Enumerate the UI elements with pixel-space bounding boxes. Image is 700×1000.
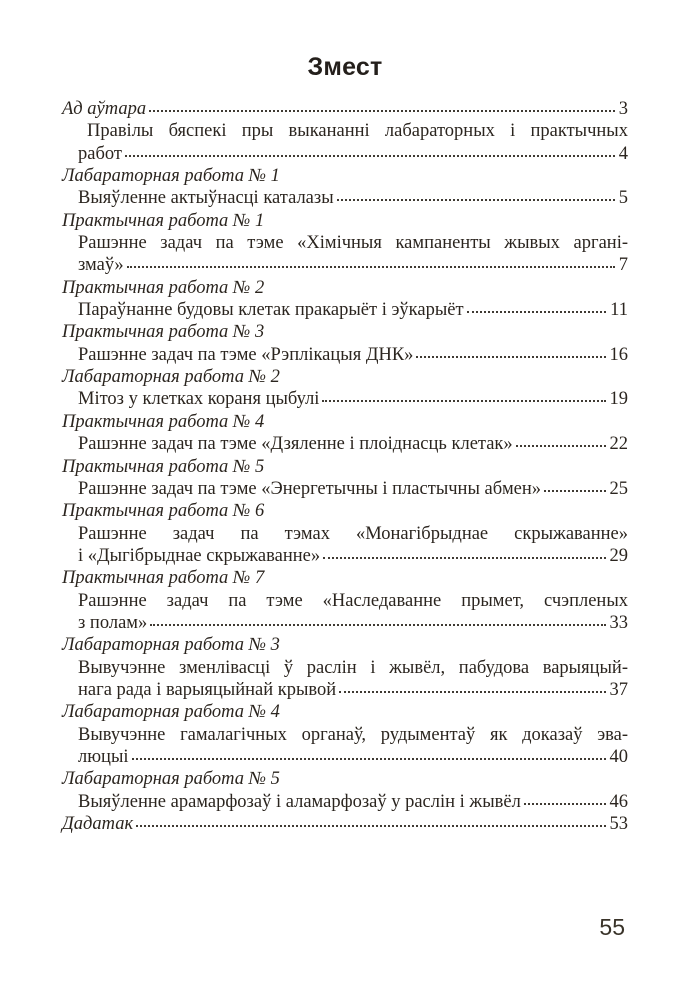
toc-line	[62, 433, 628, 455]
dot-leader	[544, 490, 605, 492]
dot-leader	[323, 557, 605, 559]
toc-heading-text: Практычная работа № 5	[62, 456, 265, 477]
dot-leader	[339, 691, 605, 693]
toc-entry-text: Выяўленне актыўнасці каталазы	[78, 188, 334, 209]
toc-line	[62, 254, 628, 276]
toc-entry-text: работ	[78, 143, 122, 164]
toc-line	[62, 657, 628, 679]
dot-leader	[132, 758, 606, 760]
toc-line	[62, 478, 628, 500]
toc-entry-text: з полам»	[78, 612, 148, 633]
dot-leader	[149, 110, 615, 112]
toc-heading-text: Лабараторная работа № 2	[62, 367, 280, 388]
toc-work-heading	[62, 165, 628, 187]
toc-line	[62, 120, 628, 142]
toc-entry-text: Мітоз у клетках кораня цыбулі	[78, 389, 320, 410]
dot-leader	[416, 356, 605, 358]
dot-leader	[524, 803, 606, 805]
toc-entry-text: Рашэнне задач па тэме «Энергетычны і пластычны абмен»	[78, 478, 542, 499]
toc-line	[62, 344, 628, 366]
toc-work-heading	[62, 768, 628, 790]
toc-entry-text: Рашэнне задач па тэме «Наследаванне прымет, счэпленых	[78, 590, 628, 611]
toc-line	[62, 232, 628, 254]
toc-heading-text: Практычная работа № 2	[62, 277, 265, 298]
toc-page-number: 4	[618, 143, 628, 164]
toc-entry-text: змаў»	[78, 255, 124, 276]
dot-leader	[467, 311, 607, 313]
toc-page-number: 16	[609, 344, 628, 365]
toc-work-heading	[62, 411, 628, 433]
toc-heading-text: Практычная работа № 1	[62, 210, 265, 231]
toc-entry-text: Дадатак	[62, 814, 134, 834]
toc-entry-text: і «Дыгібрыднае скрыжаванне»	[78, 545, 321, 566]
toc-line	[62, 746, 628, 768]
toc-heading-text: Лабараторная работа № 3	[62, 635, 280, 656]
toc-entry-text: Вывучэнне гамалагічных органаў, рудыментаў як доказаў эва-	[78, 724, 628, 745]
toc-work-heading	[62, 634, 628, 656]
toc-work-heading	[62, 567, 628, 589]
toc-line	[62, 187, 628, 209]
dot-leader	[150, 624, 605, 626]
toc-entry-text: Параўнанне будовы клетак пракарыёт і эўкарыёт	[78, 300, 464, 321]
dot-leader	[127, 266, 615, 268]
toc-entry-text: Вывучэнне зменлівасці ў раслін і жывёл, пабудова варыяцый-	[78, 657, 628, 678]
toc-page-number: 40	[609, 746, 628, 767]
toc-heading-text: Лабараторная работа № 1	[62, 166, 280, 187]
toc-line	[62, 299, 628, 321]
toc-page-number: 5	[618, 188, 628, 209]
toc-page-number: 33	[609, 612, 628, 633]
contents-title: Змест	[307, 53, 383, 81]
toc-page-number: 46	[609, 791, 628, 812]
toc-work-heading	[62, 321, 628, 343]
toc-line	[62, 791, 628, 813]
toc-page-number: 11	[610, 300, 628, 321]
toc-page-number: 7	[618, 255, 628, 276]
toc-work-heading	[62, 277, 628, 299]
toc-page-number: 29	[609, 545, 628, 566]
dot-leader	[516, 445, 606, 447]
toc-line	[62, 612, 628, 634]
toc-work-heading	[62, 366, 628, 388]
toc-line	[62, 590, 628, 612]
toc-heading-text: Практычная работа № 4	[62, 411, 265, 432]
toc-line	[62, 523, 628, 545]
toc-entry-text: Рашэнне задач па тэмах «Монагібрыднае скрыжаванне»	[78, 523, 628, 544]
toc-page-number: 3	[618, 99, 628, 119]
toc-line	[62, 813, 628, 835]
toc-list	[62, 98, 628, 835]
toc-work-heading	[62, 210, 628, 232]
toc-heading-text: Лабараторная работа № 5	[62, 769, 280, 790]
toc-line	[62, 98, 628, 120]
toc-heading-text: Практычная работа № 7	[62, 568, 265, 589]
folio-page-number: 55	[599, 914, 625, 940]
toc-entry-text: люцыі	[78, 746, 129, 767]
toc-heading-text: Практычная работа № 3	[62, 322, 265, 343]
toc-entry-text: Рашэнне задач па тэме «Хімічныя кампаненты жывых аргані-	[78, 233, 628, 254]
toc-heading-text: Лабараторная работа № 4	[62, 702, 280, 723]
toc-entry-text: Правілы бяспекі пры выкананні лабараторных і практычных	[87, 121, 628, 142]
toc-line	[62, 545, 628, 567]
toc-heading-text: Практычная работа № 6	[62, 501, 265, 522]
toc-entry-text: нага рада і варыяцыйнай крывой	[78, 679, 337, 700]
toc-page-number: 22	[609, 434, 628, 455]
toc-entry-text: Выяўленне арамарфозаў і аламарфозаў у раслін і жывёл	[78, 791, 521, 812]
toc-work-heading	[62, 701, 628, 723]
dot-leader	[322, 400, 605, 402]
toc-work-heading	[62, 500, 628, 522]
toc-page-number: 37	[609, 679, 628, 700]
toc-entry-text: Рашэнне задач па тэме «Рэплікацыя ДНК»	[78, 344, 414, 365]
toc-line	[62, 679, 628, 701]
toc-page-number: 19	[609, 389, 628, 410]
toc-entry-text: Рашэнне задач па тэме «Дзяленне і плоіднасць клетак»	[78, 434, 513, 455]
toc-line	[62, 143, 628, 165]
toc-page-number: 53	[609, 814, 628, 834]
toc-entry-text: Ад аўтара	[62, 99, 147, 119]
toc-line	[62, 724, 628, 746]
toc-work-heading	[62, 456, 628, 478]
dot-leader	[125, 155, 615, 157]
dot-leader	[337, 199, 615, 201]
dot-leader	[136, 825, 605, 827]
toc-line	[62, 388, 628, 410]
toc-page-number: 25	[609, 478, 628, 499]
